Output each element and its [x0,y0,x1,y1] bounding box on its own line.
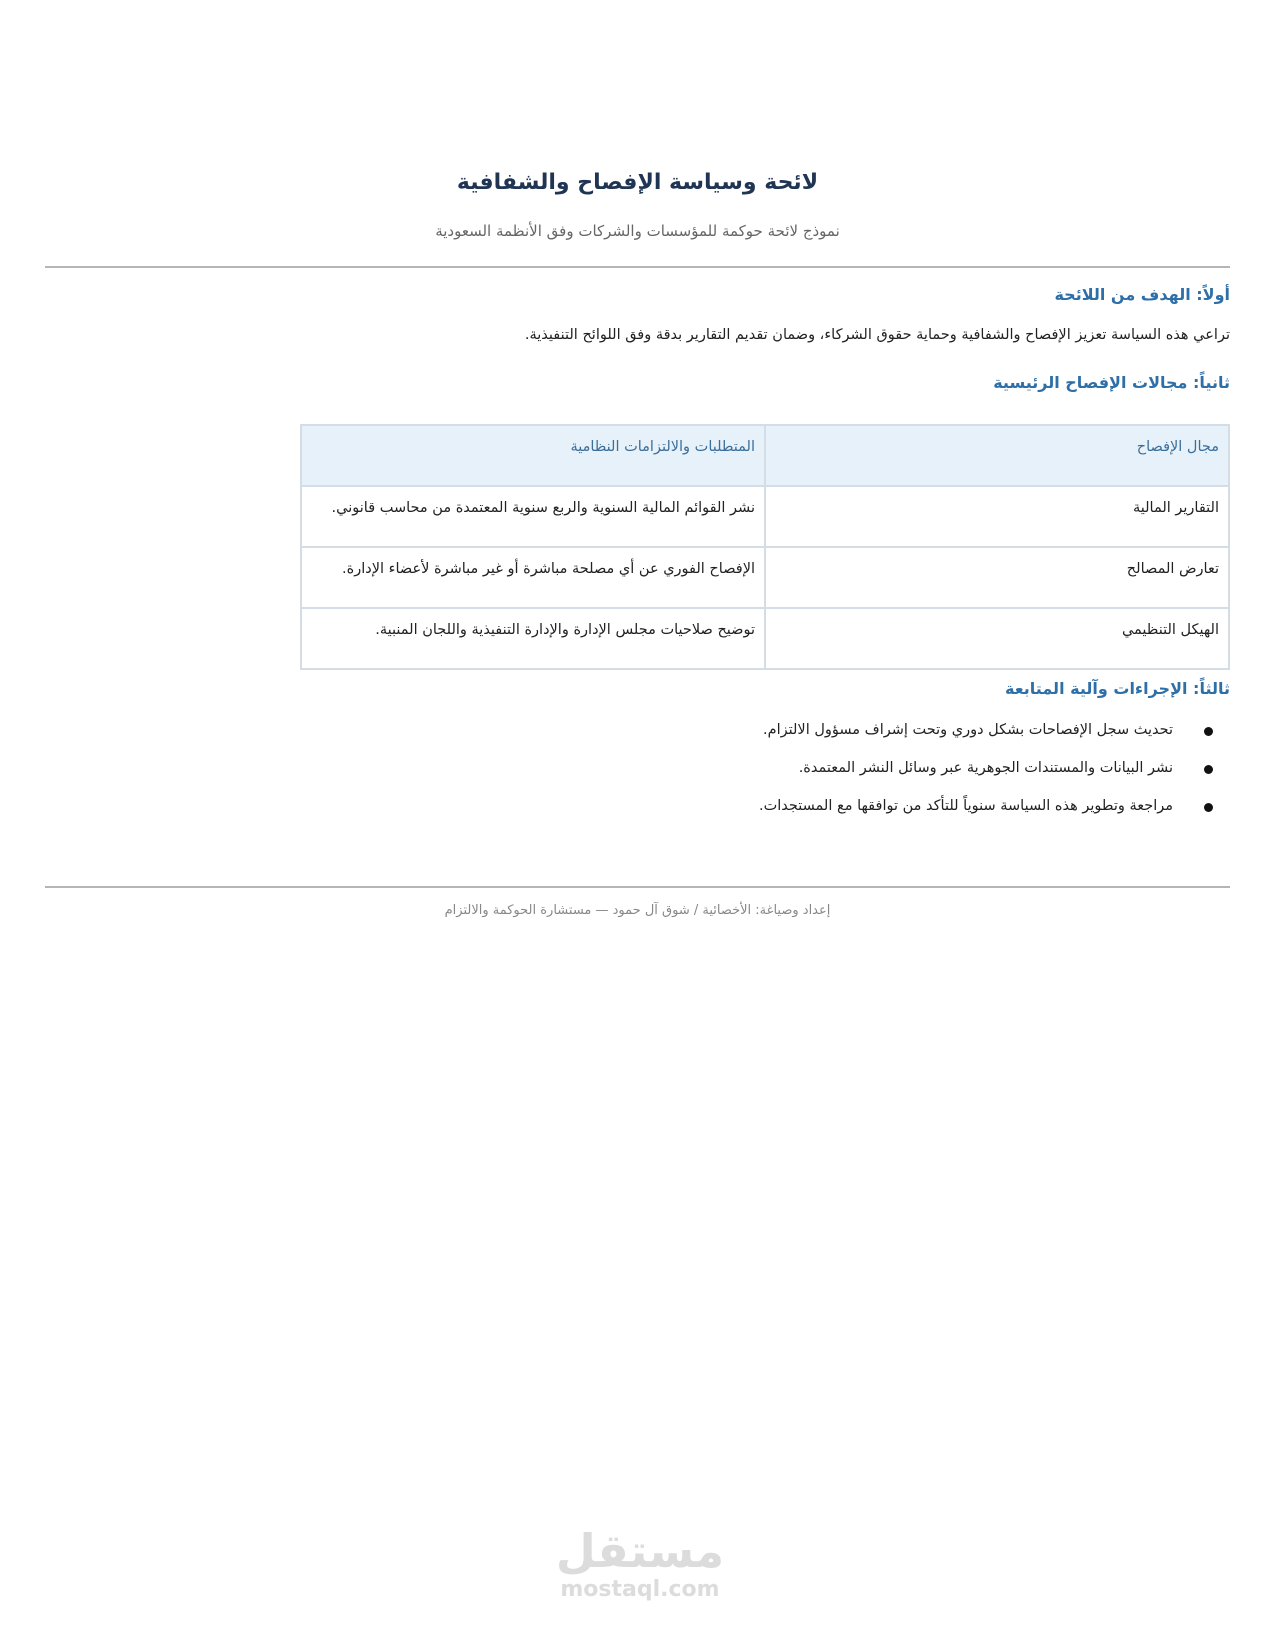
list-item-text: نشر البيانات والمستندات الجوهرية عبر وسائل النشر المعتمدة. [798,760,1173,776]
footer-credit: إعداد وصياغة: الأخصائية / شوق آل حمود — مستشارة الحوكمة والالتزام [444,903,831,918]
document-title: لائحة وسياسة الإفصاح والشفافية [456,170,819,195]
table-cell-domain: الهيكل التنظيمي [765,608,1229,669]
list-item [759,722,1213,760]
table-cell-domain: تعارض المصالح [765,547,1229,608]
table-cell-requirement: نشر القوائم المالية السنوية والربع سنوية المعتمدة من محاسب قانوني. [301,486,765,547]
procedures-list [759,722,1213,836]
table-row [301,486,1229,547]
footer-divider [45,886,1230,888]
list-item [759,798,1213,836]
section-heading-procedures: ثالثاً: الإجراءات وآلية المتابعة [1005,679,1230,698]
table-row [301,608,1229,669]
section-heading-domains: ثانياً: مجالات الإفصاح الرئيسية [993,373,1230,392]
watermark-logo: مستقل [555,1524,725,1578]
table-row [301,547,1229,608]
watermark-domain: mostaql.com [560,1577,720,1602]
bullet-icon [1204,727,1213,736]
table-cell-requirement: الإفصاح الفوري عن أي مصلحة مباشرة أو غير مباشرة لأعضاء الإدارة. [301,547,765,608]
table-cell-requirement: توضيح صلاحيات مجلس الإدارة والإدارة التنفيذية واللجان المنبية. [301,608,765,669]
purpose-paragraph: تراعي هذه السياسة تعزيز الإفصاح والشفافية وحماية حقوق الشركاء، وضمان تقديم التقارير بدقة وفق اللوائح التنفيذية. [524,327,1230,343]
list-item [759,760,1213,798]
document-subtitle: نموذج لائحة حوكمة للمؤسسات والشركات وفق الأنظمة السعودية [435,222,840,240]
list-item-text: مراجعة وتطوير هذه السياسة سنوياً للتأكد من توافقها مع المستجدات. [758,798,1173,814]
bullet-icon [1204,765,1213,774]
disclosure-domains-table [300,424,1230,670]
table-header-requirements: المتطلبات والالتزامات النظامية [301,425,765,486]
table-header-row [301,425,1229,486]
section-heading-purpose: أولاً: الهدف من اللائحة [1054,285,1230,304]
mostaql-watermark [520,1525,760,1602]
table-cell-domain: التقارير المالية [765,486,1229,547]
list-item-text: تحديث سجل الإفصاحات بشكل دوري وتحت إشراف مسؤول الالتزام. [763,722,1173,738]
header-divider [45,266,1230,268]
bullet-icon [1204,803,1213,812]
table-header-domain: مجال الإفصاح [765,425,1229,486]
